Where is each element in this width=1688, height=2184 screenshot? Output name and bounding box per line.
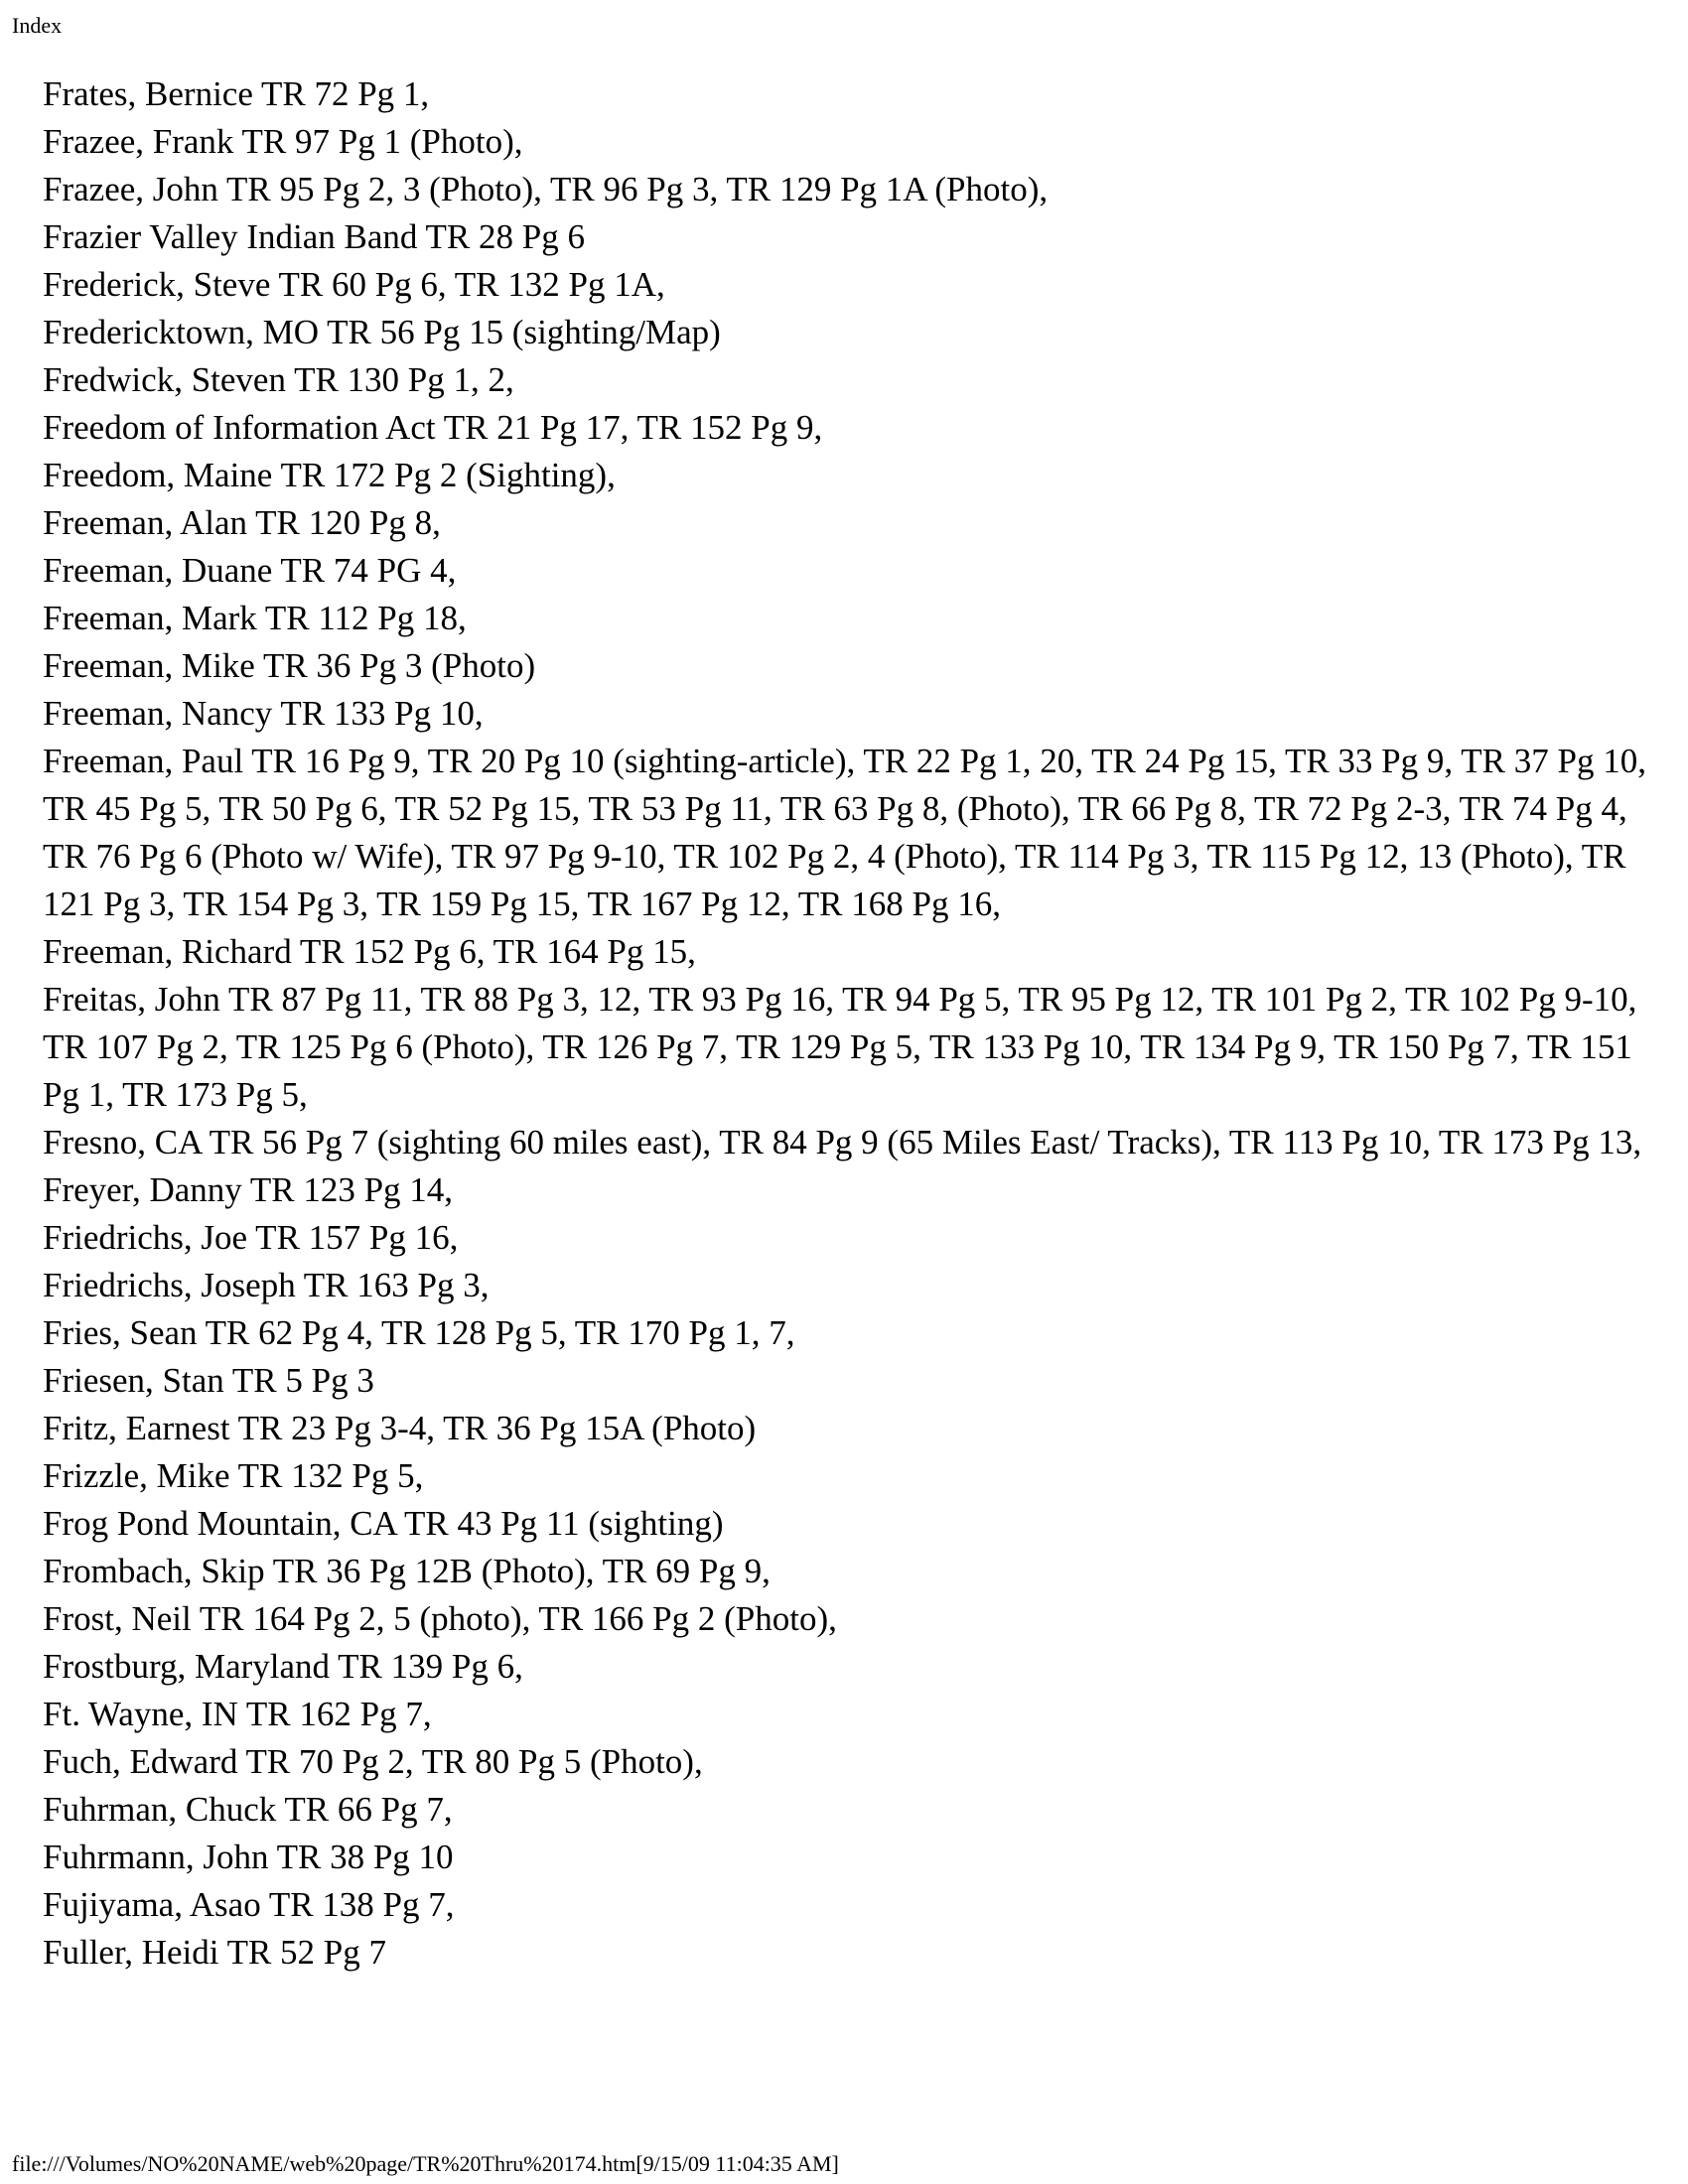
index-entry: Fresno, CA TR 56 Pg 7 (sighting 60 miles east), TR 84 Pg 9 (65 Miles East/ Tracks), TR 113 Pg 10, TR 173 Pg 13, <box>43 1123 1642 1161</box>
index-entry: Freeman, Nancy TR 133 Pg 10, <box>43 694 484 733</box>
index-entry: Frazee, John TR 95 Pg 2, 3 (Photo), TR 96 Pg 3, TR 129 Pg 1A (Photo), <box>43 170 1049 208</box>
index-entry: Frederick, Steve TR 60 Pg 6, TR 132 Pg 1A, <box>43 265 665 304</box>
index-entry: Fredericktown, MO TR 56 Pg 15 (sighting/Map) <box>43 313 721 351</box>
index-entry: Freedom of Information Act TR 21 Pg 17, TR 152 Pg 9, <box>43 408 823 447</box>
index-entry: Fredwick, Steven TR 130 Pg 1, 2, <box>43 360 514 399</box>
index-entry: Fuhrmann, John TR 38 Pg 10 <box>43 1838 454 1876</box>
index-entry: Freeman, Mark TR 112 Pg 18, <box>43 599 467 637</box>
index-entry: Ft. Wayne, IN TR 162 Pg 7, <box>43 1695 432 1733</box>
index-entry: Fujiyama, Asao TR 138 Pg 7, <box>43 1885 455 1924</box>
page-footer-url: file:///Volumes/NO%20NAME/web%20page/TR%20Thru%20174.htm[9/15/09 11:04:35 AM] <box>12 2151 839 2176</box>
index-entry: Fuller, Heidi TR 52 Pg 7 <box>43 1933 387 1972</box>
index-entry: Freedom, Maine TR 172 Pg 2 (Sighting), <box>43 456 616 494</box>
index-entry: Friedrichs, Joseph TR 163 Pg 3, <box>43 1266 490 1304</box>
index-list <box>43 70 1656 1977</box>
index-entry: Freeman, Paul TR 16 Pg 9, TR 20 Pg 10 (sighting-article), TR 22 Pg 1, 20, TR 24 Pg 15, TR 33 Pg 9, TR 37 Pg 10, TR 45 Pg 5, TR 50 Pg 6, TR 52 Pg 15, TR 53 Pg 11, TR 63 Pg 8, (Photo), TR 66 Pg 8, TR 72 Pg 2-3, TR 74 Pg 4, TR 76 Pg 6 (Photo w/ Wife), TR 97 Pg 9-10, TR 102 Pg 2, 4 (Photo), TR 114 Pg 3, TR 115 Pg 12, 13 (Photo), TR 121 Pg 3, TR 154 Pg 3, TR 159 Pg 15, TR 167 Pg 12, TR 168 Pg 16, <box>43 742 1646 923</box>
index-entry: Friesen, Stan TR 5 Pg 3 <box>43 1361 374 1400</box>
index-entry: Frostburg, Maryland TR 139 Pg 6, <box>43 1647 523 1686</box>
index-entry: Frost, Neil TR 164 Pg 2, 5 (photo), TR 166 Pg 2 (Photo), <box>43 1599 837 1638</box>
index-entry: Freeman, Richard TR 152 Pg 6, TR 164 Pg 15, <box>43 932 696 971</box>
index-entry: Freitas, John TR 87 Pg 11, TR 88 Pg 3, 12, TR 93 Pg 16, TR 94 Pg 5, TR 95 Pg 12, TR 101 Pg 2, TR 102 Pg 9-10, TR 107 Pg 2, TR 125 Pg 6 (Photo), TR 126 Pg 7, TR 129 Pg 5, TR 133 Pg 10, TR 134 Pg 9, TR 150 Pg 7, TR 151 Pg 1, TR 173 Pg 5, <box>43 980 1637 1114</box>
index-entry: Frizzle, Mike TR 132 Pg 5, <box>43 1456 424 1495</box>
index-entry: Friedrichs, Joe TR 157 Pg 16, <box>43 1218 459 1257</box>
page-title: Index <box>12 13 63 38</box>
index-entry: Fuhrman, Chuck TR 66 Pg 7, <box>43 1790 453 1829</box>
index-entry: Frazee, Frank TR 97 Pg 1 (Photo), <box>43 122 523 161</box>
index-entry: Frazier Valley Indian Band TR 28 Pg 6 <box>43 217 585 256</box>
index-entry: Freeman, Alan TR 120 Pg 8, <box>43 503 441 542</box>
index-entry: Freeman, Duane TR 74 PG 4, <box>43 551 457 590</box>
index-entry: Fries, Sean TR 62 Pg 4, TR 128 Pg 5, TR 170 Pg 1, 7, <box>43 1313 795 1352</box>
index-entry: Freyer, Danny TR 123 Pg 14, <box>43 1170 454 1209</box>
index-entry: Frog Pond Mountain, CA TR 43 Pg 11 (sighting) <box>43 1504 724 1543</box>
index-entry: Fuch, Edward TR 70 Pg 2, TR 80 Pg 5 (Photo), <box>43 1742 703 1781</box>
index-entry: Frates, Bernice TR 72 Pg 1, <box>43 74 430 113</box>
index-entry: Frombach, Skip TR 36 Pg 12B (Photo), TR 69 Pg 9, <box>43 1552 771 1590</box>
index-entry: Fritz, Earnest TR 23 Pg 3-4, TR 36 Pg 15A (Photo) <box>43 1409 757 1447</box>
index-entry: Freeman, Mike TR 36 Pg 3 (Photo) <box>43 646 536 685</box>
